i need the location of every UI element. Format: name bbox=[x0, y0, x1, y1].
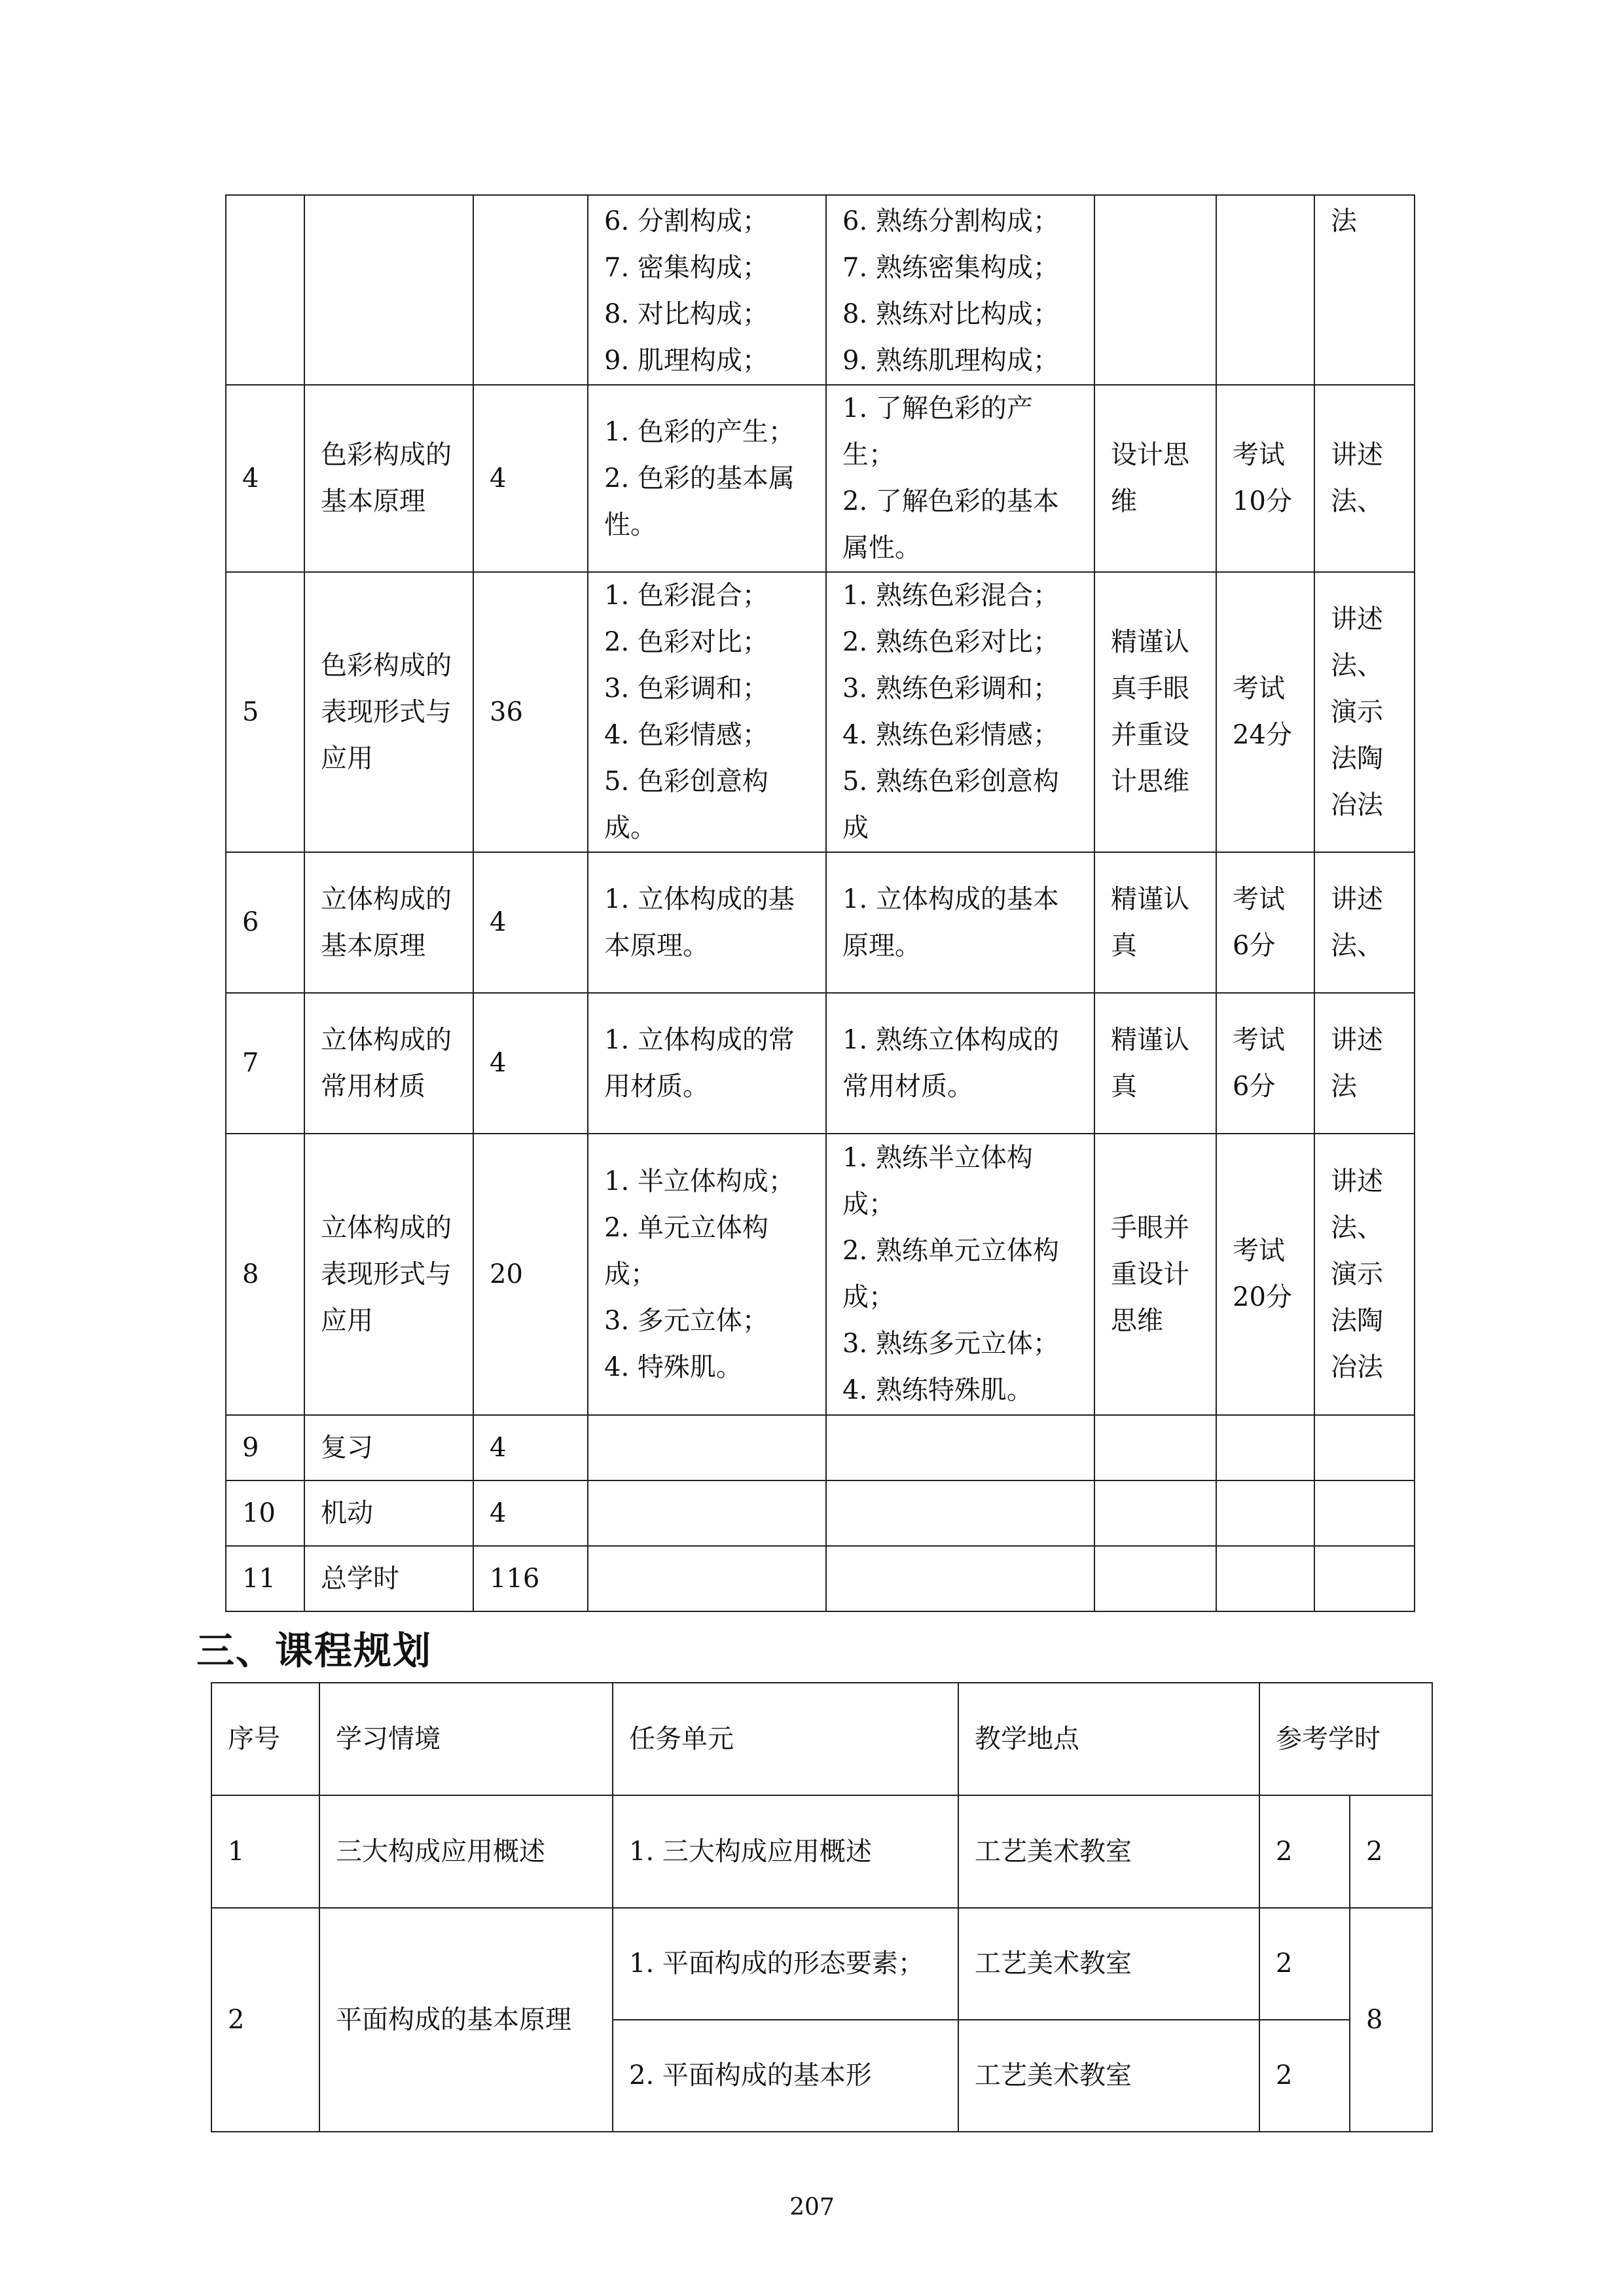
table-row bbox=[226, 1415, 1415, 1480]
table-cell: 立体构成的表现形式与应用 bbox=[304, 1134, 473, 1415]
table-cell bbox=[1094, 1415, 1216, 1480]
table-cell: 1. 半立体构成； 2. 单元立体构成； 3. 多元立体； 4. 特殊肌。 bbox=[588, 1134, 826, 1415]
header-cell: 教学地点 bbox=[958, 1683, 1259, 1795]
table-cell: 6 bbox=[226, 852, 304, 993]
table-cell: 设计思维 bbox=[1094, 385, 1216, 572]
table-cell: 1. 立体构成的常用材质。 bbox=[588, 993, 826, 1134]
table-cell: 考试20分 bbox=[1216, 1134, 1314, 1415]
table-cell: 1. 立体构成的基本原理。 bbox=[588, 852, 826, 993]
table-cell: 讲述法、 bbox=[1314, 852, 1415, 993]
table-row bbox=[211, 1908, 1432, 2020]
table-cell: 7 bbox=[226, 993, 304, 1134]
table-cell: 2 bbox=[1259, 1795, 1350, 1908]
header-cell: 任务单元 bbox=[613, 1683, 958, 1795]
table-cell bbox=[826, 1480, 1094, 1546]
table-cell: 1. 三大构成应用概述 bbox=[613, 1795, 958, 1908]
table-cell bbox=[1314, 1546, 1415, 1611]
table-row bbox=[226, 1546, 1415, 1611]
header-cell: 学习情境 bbox=[319, 1683, 613, 1795]
table-cell: 2. 平面构成的基本形 bbox=[613, 2020, 958, 2132]
table-cell: 1. 立体构成的基本原理。 bbox=[826, 852, 1094, 993]
table-cell: 4 bbox=[473, 993, 588, 1134]
table-cell: 6. 分割构成； 7. 密集构成； 8. 对比构成； 9. 肌理构成； bbox=[588, 195, 826, 385]
table-cell: 1. 熟练立体构成的常用材质。 bbox=[826, 993, 1094, 1134]
table-cell: 1. 色彩混合； 2. 色彩对比； 3. 色彩调和； 4. 色彩情感； 5. 色彩创意构成。 bbox=[588, 572, 826, 852]
table-cell: 4 bbox=[473, 852, 588, 993]
table-cell: 116 bbox=[473, 1546, 588, 1611]
course-content-table-body bbox=[226, 195, 1415, 1611]
table-row bbox=[226, 195, 1415, 385]
table-cell: 工艺美术教室 bbox=[958, 1795, 1259, 1908]
table-cell: 精谨认真手眼并重设计思维 bbox=[1094, 572, 1216, 852]
table-cell bbox=[588, 1415, 826, 1480]
table-cell bbox=[473, 195, 588, 385]
table-row bbox=[226, 852, 1415, 993]
table-cell bbox=[304, 195, 473, 385]
table-cell bbox=[1216, 1480, 1314, 1546]
table-cell bbox=[1314, 1415, 1415, 1480]
table-cell: 4 bbox=[473, 1480, 588, 1546]
header-cell: 参考学时 bbox=[1259, 1683, 1432, 1795]
table-cell bbox=[226, 195, 304, 385]
table-cell: 色彩构成的基本原理 bbox=[304, 385, 473, 572]
table-cell: 考试24分 bbox=[1216, 572, 1314, 852]
table-cell bbox=[588, 1480, 826, 1546]
table-cell: 总学时 bbox=[304, 1546, 473, 1611]
table-cell: 5 bbox=[226, 572, 304, 852]
table-cell: 色彩构成的表现形式与应用 bbox=[304, 572, 473, 852]
table-cell bbox=[826, 1415, 1094, 1480]
table-cell: 1. 熟练色彩混合； 2. 熟练色彩对比； 3. 熟练色彩调和； 4. 熟练色彩情感； 5. 熟练色彩创意构成 bbox=[826, 572, 1094, 852]
table-cell: 复习 bbox=[304, 1415, 473, 1480]
table-cell: 手眼并重设计思维 bbox=[1094, 1134, 1216, 1415]
header-cell: 序号 bbox=[211, 1683, 319, 1795]
table-cell bbox=[1314, 1480, 1415, 1546]
table-cell: 10 bbox=[226, 1480, 304, 1546]
table-cell: 精谨认真 bbox=[1094, 852, 1216, 993]
table-cell: 1 bbox=[211, 1795, 319, 1908]
table-cell: 三大构成应用概述 bbox=[319, 1795, 613, 1908]
table-cell bbox=[1216, 1546, 1314, 1611]
table-row bbox=[226, 572, 1415, 852]
table-cell: 4 bbox=[473, 385, 588, 572]
page-number: 207 bbox=[789, 2194, 835, 2221]
table-cell: 1. 色彩的产生； 2. 色彩的基本属性。 bbox=[588, 385, 826, 572]
table-cell: 2 bbox=[211, 1908, 319, 2132]
table-row bbox=[226, 385, 1415, 572]
table-cell: 6. 熟练分割构成； 7. 熟练密集构成； 8. 熟练对比构成； 9. 熟练肌理构成； bbox=[826, 195, 1094, 385]
table-cell: 4 bbox=[226, 385, 304, 572]
table-cell: 1. 熟练半立体构成； 2. 熟练单元立体构成； 3. 熟练多元立体； 4. 熟练特殊肌。 bbox=[826, 1134, 1094, 1415]
table-cell: 9 bbox=[226, 1415, 304, 1480]
table-cell: 讲述法 bbox=[1314, 993, 1415, 1134]
table-cell: 1. 了解色彩的产生； 2. 了解色彩的基本属性。 bbox=[826, 385, 1094, 572]
table-cell bbox=[1094, 1546, 1216, 1611]
table-cell: 考试6分 bbox=[1216, 852, 1314, 993]
table-row bbox=[226, 993, 1415, 1134]
table-cell: 法 bbox=[1314, 195, 1415, 385]
table-cell: 2 bbox=[1259, 1908, 1350, 2020]
table-cell: 立体构成的基本原理 bbox=[304, 852, 473, 993]
table-cell: 精谨认真 bbox=[1094, 993, 1216, 1134]
section-title: 三、课程规划 bbox=[196, 1628, 433, 1673]
table-cell: 11 bbox=[226, 1546, 304, 1611]
table-cell: 8 bbox=[1350, 1908, 1432, 2132]
table-cell: 考试6分 bbox=[1216, 993, 1314, 1134]
table-cell: 4 bbox=[473, 1415, 588, 1480]
table-cell: 2 bbox=[1259, 2020, 1350, 2132]
table-cell: 平面构成的基本原理 bbox=[319, 1908, 613, 2132]
table-row bbox=[211, 1795, 1432, 1908]
table-cell: 工艺美术教室 bbox=[958, 1908, 1259, 2020]
table-cell: 工艺美术教室 bbox=[958, 2020, 1259, 2132]
table-cell bbox=[1094, 195, 1216, 385]
table-cell: 考试10分 bbox=[1216, 385, 1314, 572]
table-cell bbox=[588, 1546, 826, 1611]
table-cell: 立体构成的常用材质 bbox=[304, 993, 473, 1134]
table-cell: 36 bbox=[473, 572, 588, 852]
table-row bbox=[226, 1134, 1415, 1415]
course-plan-table bbox=[211, 1682, 1433, 2132]
course-content-table bbox=[225, 194, 1415, 1612]
table-cell: 讲述法、演示法陶冶法 bbox=[1314, 1134, 1415, 1415]
table-header-row bbox=[211, 1683, 1432, 1795]
table-cell: 讲述法、 bbox=[1314, 385, 1415, 572]
table-cell: 8 bbox=[226, 1134, 304, 1415]
table-cell bbox=[1216, 195, 1314, 385]
table-cell bbox=[1094, 1480, 1216, 1546]
table-cell: 20 bbox=[473, 1134, 588, 1415]
table-cell: 2 bbox=[1350, 1795, 1432, 1908]
table-cell bbox=[826, 1546, 1094, 1611]
table-cell bbox=[1216, 1415, 1314, 1480]
table-cell: 机动 bbox=[304, 1480, 473, 1546]
table-cell: 讲述法、演示法陶冶法 bbox=[1314, 572, 1415, 852]
table-row bbox=[226, 1480, 1415, 1546]
table-cell: 1. 平面构成的形态要素； bbox=[613, 1908, 958, 2020]
